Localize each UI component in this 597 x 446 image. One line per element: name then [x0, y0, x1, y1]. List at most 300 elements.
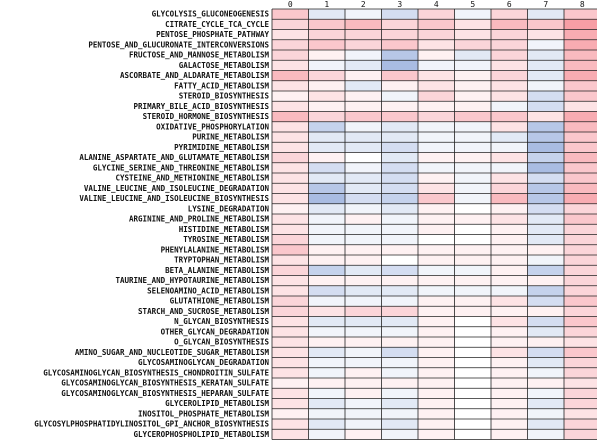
- heatmap-cell: [564, 81, 597, 91]
- heatmap-cell: [309, 204, 346, 214]
- heatmap-cell: [455, 399, 492, 409]
- heatmap-cell: [528, 122, 565, 132]
- heatmap-cell: [455, 91, 492, 101]
- heatmap-cell: [564, 9, 597, 19]
- heatmap-cell: [382, 214, 419, 224]
- row-label: GLYCOSYLPHOSPHATIDYLINOSITOL_GPI_ANCHOR_BIOSYNTHESIS: [34, 419, 269, 429]
- heatmap-cell: [345, 296, 382, 306]
- heatmap-cell: [491, 183, 528, 193]
- heatmap-cell: [309, 255, 346, 265]
- heatmap-cell: [455, 214, 492, 224]
- row-label: O_GLYCAN_BIOSYNTHESIS: [174, 337, 269, 347]
- heatmap-cell: [528, 91, 565, 101]
- heatmap-cell: [528, 358, 565, 368]
- heatmap-cell: [272, 40, 309, 50]
- heatmap-cell: [564, 399, 597, 409]
- heatmap-cell: [455, 142, 492, 152]
- heatmap-cell: [528, 163, 565, 173]
- heatmap-cell: [345, 30, 382, 40]
- heatmap-cell: [418, 235, 455, 245]
- heatmap-cell: [345, 71, 382, 81]
- heatmap-cell: [345, 122, 382, 132]
- heatmap-cell: [418, 317, 455, 327]
- heatmap-cell: [455, 173, 492, 183]
- heatmap-cell: [272, 71, 309, 81]
- row-label: FATTY_ACID_METABOLISM: [174, 81, 269, 91]
- heatmap-cell: [564, 163, 597, 173]
- heatmap-cell: [382, 378, 419, 388]
- heatmap-cell: [491, 40, 528, 50]
- heatmap-cell: [418, 255, 455, 265]
- heatmap-cell: [528, 347, 565, 357]
- heatmap-cell: [455, 163, 492, 173]
- heatmap-cell: [382, 60, 419, 70]
- column-label-4: 4: [433, 0, 439, 9]
- heatmap-cell: [491, 296, 528, 306]
- heatmap-cell: [528, 30, 565, 40]
- heatmap-cell: [491, 368, 528, 378]
- row-label: GLYCOSAMINOGLYCAN_DEGRADATION: [138, 358, 269, 368]
- column-label-0: 0: [287, 0, 293, 9]
- heatmap-cell: [309, 214, 346, 224]
- heatmap-cell: [418, 296, 455, 306]
- heatmap-cell: [455, 358, 492, 368]
- heatmap-cell: [272, 276, 309, 286]
- heatmap-cell: [564, 132, 597, 142]
- row-label: PENTOSE_AND_GLUCURONATE_INTERCONVERSIONS: [88, 40, 269, 50]
- heatmap-cell: [345, 306, 382, 316]
- heatmap-cell: [528, 173, 565, 183]
- heatmap-cell: [272, 163, 309, 173]
- row-label: TAURINE_AND_HYPOTAURINE_METABOLISM: [115, 276, 269, 286]
- heatmap-cell: [418, 276, 455, 286]
- row-label: GLYCEROLIPID_METABOLISM: [165, 399, 269, 409]
- heatmap-cell: [528, 399, 565, 409]
- heatmap-cell: [455, 101, 492, 111]
- heatmap-cell: [345, 378, 382, 388]
- heatmap-cell: [345, 81, 382, 91]
- row-label: ALANINE_ASPARTATE_AND_GLUTAMATE_METABOLISM: [79, 153, 269, 163]
- heatmap-cell: [272, 306, 309, 316]
- heatmap-cell: [491, 399, 528, 409]
- heatmap-cell: [455, 276, 492, 286]
- heatmap-cell: [564, 194, 597, 204]
- row-label: PENTOSE_PHOSPHATE_PATHWAY: [156, 30, 269, 40]
- column-label-5: 5: [470, 0, 476, 9]
- heatmap-cell: [345, 183, 382, 193]
- heatmap-cell: [491, 347, 528, 357]
- heatmap-cell: [382, 163, 419, 173]
- row-label: PYRIMIDINE_METABOLISM: [174, 142, 269, 152]
- heatmap-cell: [272, 245, 309, 255]
- heatmap-cell: [418, 9, 455, 19]
- heatmap-cell: [309, 378, 346, 388]
- heatmap-cell: [491, 306, 528, 316]
- heatmap-cell: [455, 194, 492, 204]
- heatmap-cell: [564, 142, 597, 152]
- heatmap-cell: [309, 327, 346, 337]
- heatmap-cell: [564, 214, 597, 224]
- heatmap-cell: [528, 71, 565, 81]
- row-label: GLYCOSAMINOGLYCAN_BIOSYNTHESIS_HEPARAN_SULFATE: [61, 388, 269, 398]
- heatmap-cell: [309, 419, 346, 429]
- heatmap-cell: [309, 399, 346, 409]
- heatmap-cell: [528, 388, 565, 398]
- heatmap-cell: [491, 101, 528, 111]
- heatmap-cell: [382, 347, 419, 357]
- row-label: HISTIDINE_METABOLISM: [178, 224, 269, 234]
- heatmap-cell: [564, 60, 597, 70]
- row-label: FRUCTOSE_AND_MANNOSE_METABOLISM: [129, 50, 269, 60]
- heatmap-cell: [309, 112, 346, 122]
- heatmap-cell: [382, 122, 419, 132]
- heatmap-cell: [418, 337, 455, 347]
- heatmap-cell: [418, 122, 455, 132]
- heatmap-cell: [309, 153, 346, 163]
- heatmap-cell: [418, 40, 455, 50]
- heatmap-cell: [309, 265, 346, 275]
- heatmap-cell: [455, 235, 492, 245]
- heatmap-cell: [528, 60, 565, 70]
- heatmap-cell: [309, 317, 346, 327]
- row-label: GLUTATHIONE_METABOLISM: [169, 296, 269, 306]
- heatmap-cell: [382, 204, 419, 214]
- heatmap-cell: [455, 81, 492, 91]
- heatmap-cell: [345, 347, 382, 357]
- heatmap-cell: [528, 296, 565, 306]
- heatmap-cell: [382, 419, 419, 429]
- heatmap-cell: [455, 112, 492, 122]
- heatmap-cell: [455, 327, 492, 337]
- heatmap-cell: [491, 153, 528, 163]
- heatmap-cell: [272, 337, 309, 347]
- heatmap-cell: [345, 214, 382, 224]
- heatmap-cell: [564, 429, 597, 439]
- heatmap-cell: [309, 40, 346, 50]
- heatmap-cell: [491, 429, 528, 439]
- heatmap-cell: [272, 30, 309, 40]
- heatmap-cell: [382, 276, 419, 286]
- heatmap-cell: [309, 368, 346, 378]
- heatmap-cell: [382, 71, 419, 81]
- heatmap-cell: [382, 81, 419, 91]
- heatmap-cell: [309, 337, 346, 347]
- heatmap-cell: [272, 91, 309, 101]
- heatmap-cell: [564, 296, 597, 306]
- heatmap-cell: [455, 286, 492, 296]
- heatmap-cell: [455, 60, 492, 70]
- heatmap-cell: [418, 347, 455, 357]
- heatmap-cell: [272, 204, 309, 214]
- heatmap-cell: [272, 50, 309, 60]
- row-label: VALINE_LEUCINE_AND_ISOLEUCINE_DEGRADATION: [83, 183, 269, 193]
- heatmap-cell: [309, 245, 346, 255]
- heatmap-cell: [345, 50, 382, 60]
- heatmap-cell: [455, 40, 492, 50]
- row-label: N_GLYCAN_BIOSYNTHESIS: [174, 317, 269, 327]
- heatmap-cell: [418, 183, 455, 193]
- heatmap-cell: [528, 327, 565, 337]
- heatmap-cell: [418, 50, 455, 60]
- heatmap-cell: [345, 40, 382, 50]
- heatmap-cell: [382, 235, 419, 245]
- row-label: GALACTOSE_METABOLISM: [178, 60, 269, 70]
- heatmap-cell: [418, 409, 455, 419]
- heatmap-cell: [272, 173, 309, 183]
- heatmap-cell: [564, 183, 597, 193]
- heatmap-cell: [528, 224, 565, 234]
- heatmap-cell: [528, 194, 565, 204]
- heatmap-cell: [418, 194, 455, 204]
- heatmap-cell: [309, 132, 346, 142]
- heatmap-cell: [345, 204, 382, 214]
- row-label: CYSTEINE_AND_METHIONINE_METABOLISM: [115, 173, 269, 183]
- heatmap-cell: [491, 245, 528, 255]
- heatmap-cell: [491, 112, 528, 122]
- heatmap-cell: [528, 255, 565, 265]
- heatmap-cell: [272, 378, 309, 388]
- heatmap-cell: [491, 388, 528, 398]
- heatmap-cell: [345, 19, 382, 29]
- heatmap-cell: [491, 142, 528, 152]
- heatmap-cell: [564, 235, 597, 245]
- heatmap-cell: [418, 388, 455, 398]
- heatmap-cell: [309, 9, 346, 19]
- heatmap-cell: [491, 50, 528, 60]
- heatmap-cell: [564, 286, 597, 296]
- row-label: VALINE_LEUCINE_AND_ISOLEUCINE_BIOSYNTHESIS: [79, 194, 269, 204]
- heatmap-cell: [272, 122, 309, 132]
- heatmap-cell: [455, 265, 492, 275]
- heatmap-cell: [309, 409, 346, 419]
- heatmap-cell: [491, 91, 528, 101]
- heatmap-cell: [272, 81, 309, 91]
- heatmap-cell: [564, 337, 597, 347]
- heatmap-cell: [491, 30, 528, 40]
- heatmap-cell: [455, 255, 492, 265]
- heatmap-cell: [309, 429, 346, 439]
- heatmap-cell: [418, 132, 455, 142]
- heatmap-cell: [272, 368, 309, 378]
- heatmap-cell: [345, 60, 382, 70]
- row-labels: [34, 10, 269, 439]
- heatmap-cell: [345, 153, 382, 163]
- row-label: INOSITOL_PHOSPHATE_METABOLISM: [138, 409, 269, 419]
- column-label-3: 3: [397, 0, 403, 9]
- heatmap-cell: [272, 358, 309, 368]
- heatmap-cell: [345, 265, 382, 275]
- heatmap-cell: [345, 91, 382, 101]
- heatmap-cell: [272, 194, 309, 204]
- row-label: ASCORBATE_AND_ALDARATE_METABOLISM: [119, 71, 269, 81]
- heatmap-cell: [528, 429, 565, 439]
- heatmap-cell: [455, 388, 492, 398]
- heatmap-cell: [491, 9, 528, 19]
- heatmap-cell: [491, 194, 528, 204]
- heatmap-cell: [418, 245, 455, 255]
- heatmap-cell: [309, 286, 346, 296]
- heatmap-cell: [528, 337, 565, 347]
- heatmap-cell: [491, 378, 528, 388]
- heatmap-cell: [272, 132, 309, 142]
- heatmap-cell: [309, 296, 346, 306]
- heatmap-cell: [345, 173, 382, 183]
- heatmap-cell: [272, 9, 309, 19]
- heatmap-cell: [491, 317, 528, 327]
- heatmap-cell: [418, 101, 455, 111]
- heatmap-cell: [455, 409, 492, 419]
- heatmap-cell: [564, 153, 597, 163]
- heatmap-cell: [272, 317, 309, 327]
- heatmap-cell: [455, 50, 492, 60]
- heatmap-cell: [418, 204, 455, 214]
- heatmap-cell: [528, 132, 565, 142]
- heatmap-cell: [345, 286, 382, 296]
- heatmap-cell: [309, 183, 346, 193]
- heatmap-cell: [528, 265, 565, 275]
- heatmap-cell: [455, 378, 492, 388]
- heatmap-cell: [418, 71, 455, 81]
- row-label: CITRATE_CYCLE_TCA_CYCLE: [165, 19, 269, 29]
- heatmap-cell: [528, 204, 565, 214]
- heatmap-cell: [272, 286, 309, 296]
- heatmap-cell: [272, 153, 309, 163]
- heatmap-cell: [345, 132, 382, 142]
- heatmap-cell: [345, 142, 382, 152]
- heatmap-cell: [382, 50, 419, 60]
- row-label: ARGININE_AND_PROLINE_METABOLISM: [129, 214, 269, 224]
- heatmap-cell: [564, 245, 597, 255]
- heatmap-cell: [345, 112, 382, 122]
- row-label: GLYCOSAMINOGLYCAN_BIOSYNTHESIS_KERATAN_SULFATE: [61, 378, 269, 388]
- heatmap-cell: [309, 71, 346, 81]
- heatmap-cell: [345, 255, 382, 265]
- heatmap-cell: [382, 358, 419, 368]
- heatmap-cell: [382, 173, 419, 183]
- heatmap-cell: [418, 429, 455, 439]
- row-label: LYSINE_DEGRADATION: [187, 204, 269, 214]
- row-label: STARCH_AND_SUCROSE_METABOLISM: [138, 306, 269, 316]
- heatmap-cell: [528, 9, 565, 19]
- heatmap-cell: [418, 419, 455, 429]
- heatmap-cell: [491, 419, 528, 429]
- heatmap-cell: [455, 183, 492, 193]
- heatmap-cell: [382, 327, 419, 337]
- heatmap-cell: [491, 60, 528, 70]
- heatmap-cell: [382, 30, 419, 40]
- heatmap-cell: [455, 9, 492, 19]
- heatmap-cell: [309, 142, 346, 152]
- heatmap-cell: [528, 235, 565, 245]
- heatmap-cell: [345, 358, 382, 368]
- heatmap-cell: [418, 19, 455, 29]
- heatmap-cell: [564, 101, 597, 111]
- heatmap-cell: [382, 388, 419, 398]
- heatmap-cell: [309, 235, 346, 245]
- heatmap-cell: [272, 235, 309, 245]
- heatmap-cell: [491, 132, 528, 142]
- heatmap-cell: [528, 409, 565, 419]
- heatmap-cell: [528, 317, 565, 327]
- heatmap-cell: [455, 71, 492, 81]
- heatmap-cell: [345, 419, 382, 429]
- heatmap-cell: [272, 255, 309, 265]
- column-label-7: 7: [543, 0, 549, 9]
- heatmap-cell: [418, 173, 455, 183]
- heatmap-cell: [272, 60, 309, 70]
- heatmap-cell: [309, 122, 346, 132]
- heatmap-cell: [455, 368, 492, 378]
- heatmap-cell: [491, 204, 528, 214]
- heatmap-cell: [418, 265, 455, 275]
- row-label: TYROSINE_METABOLISM: [183, 235, 269, 245]
- heatmap-cell: [564, 173, 597, 183]
- heatmap-cell: [345, 235, 382, 245]
- heatmap-cell: [345, 245, 382, 255]
- heatmap-cell: [309, 276, 346, 286]
- heatmap-cell: [528, 112, 565, 122]
- heatmap-cell: [418, 81, 455, 91]
- heatmap-cell: [491, 71, 528, 81]
- heatmap-cell: [455, 429, 492, 439]
- heatmap-cell: [382, 40, 419, 50]
- heatmap-cell: [345, 429, 382, 439]
- heatmap-cell: [272, 409, 309, 419]
- heatmap-cell: [345, 163, 382, 173]
- heatmap-cell: [345, 337, 382, 347]
- heatmap-cell: [564, 306, 597, 316]
- heatmap-cell: [491, 327, 528, 337]
- heatmap-cell: [528, 419, 565, 429]
- heatmap-cell: [564, 50, 597, 60]
- heatmap-cell: [564, 368, 597, 378]
- heatmap-cell: [528, 50, 565, 60]
- heatmap-cell: [491, 81, 528, 91]
- heatmap-cell: [418, 153, 455, 163]
- row-label: STEROID_HORMONE_BIOSYNTHESIS: [142, 112, 269, 122]
- heatmap-cell: [345, 409, 382, 419]
- heatmap-cell: [272, 214, 309, 224]
- heatmap-cell: [491, 224, 528, 234]
- heatmap-cell: [309, 19, 346, 29]
- heatmap-cell: [382, 255, 419, 265]
- row-label: PURINE_METABOLISM: [192, 132, 269, 142]
- heatmap-cell: [455, 224, 492, 234]
- heatmap-cell: [564, 224, 597, 234]
- heatmap-cell: [345, 9, 382, 19]
- heatmap-cell: [382, 224, 419, 234]
- heatmap-cell: [418, 30, 455, 40]
- heatmap-cell: [418, 378, 455, 388]
- row-label: TRYPTOPHAN_METABOLISM: [174, 255, 269, 265]
- heatmap-cell: [564, 378, 597, 388]
- heatmap-cell: [455, 132, 492, 142]
- heatmap-cell: [564, 30, 597, 40]
- heatmap-cell: [382, 142, 419, 152]
- heatmap-cell: [491, 173, 528, 183]
- heatmap-cell: [455, 317, 492, 327]
- heatmap-cell: [564, 122, 597, 132]
- heatmap-cell: [345, 194, 382, 204]
- heatmap-cell: [382, 429, 419, 439]
- column-label-2: 2: [360, 0, 366, 9]
- heatmap-cell: [382, 286, 419, 296]
- heatmap-cell: [382, 183, 419, 193]
- heatmap-cell: [345, 388, 382, 398]
- heatmap-cell: [455, 30, 492, 40]
- row-label: GLYCOSAMINOGLYCAN_BIOSYNTHESIS_CHONDROITIN_SULFATE: [43, 368, 269, 378]
- heatmap-cell: [382, 368, 419, 378]
